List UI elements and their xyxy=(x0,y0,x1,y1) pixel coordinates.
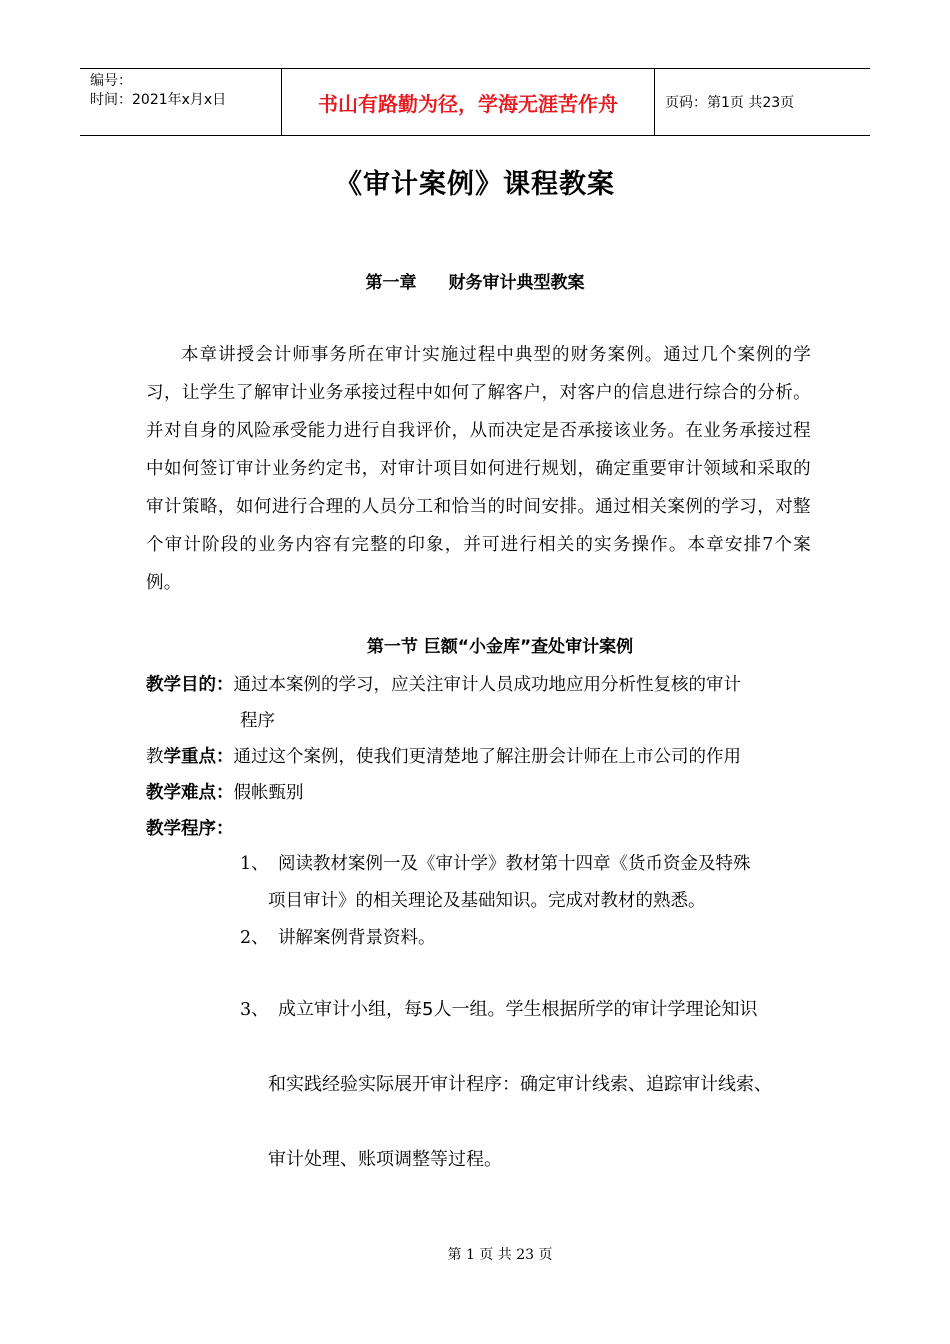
page-footer: 第 1 页 共 23 页 xyxy=(447,1247,553,1263)
teaching-procedure-row xyxy=(146,811,234,847)
document-title: 《审计案例》课程教案 xyxy=(335,169,615,200)
teaching-focus-text: 通过这个案例，使我们更清楚地了解注册会计师在上市公司的作用 xyxy=(233,747,741,767)
step-text: 讲解案例背景资料。 xyxy=(278,928,436,948)
number-label: 编号： xyxy=(90,73,132,89)
step-number: 1、 xyxy=(240,854,269,874)
teaching-purpose-label: 教学目的： xyxy=(146,675,234,695)
chapter-name: 财务审计典型教案 xyxy=(448,273,585,293)
teaching-difficulty-label: 教学难点： xyxy=(146,783,234,803)
header-meta-cell xyxy=(80,69,282,135)
teaching-focus-row xyxy=(146,739,741,775)
step-text: 阅读教材案例一及《审计学》教材第十四章《货币资金及特殊 xyxy=(278,854,751,874)
chapter-number: 第一章 xyxy=(365,273,417,293)
step-number: 3、 xyxy=(240,1000,269,1020)
chapter-heading xyxy=(0,268,950,293)
intro-paragraph: 本章讲授会计师事务所在审计实施过程中典型的财务案例。通过几个案例的学习，让学生了解审计业务承接过程中如何了解客户，对客户的信息进行综合的分析。并对自身的风险承受能力进行自我评价，从而决定是否承接该业务。在业务承接过程中如何签订审计业务约定书，对审计项目如何进行规划，确定重要审计领域和采取的审计策略，如何进行合理的人员分工和恰当的时间安排。通过相关案例的学习，对整个审计阶段的业务内容有完整的印象，并可进行相关的实务操作。本章安排7个案例。 xyxy=(146,345,811,593)
teaching-focus-label-first: 教 xyxy=(146,747,164,767)
teaching-procedure-label: 教学程序： xyxy=(146,819,234,839)
procedure-step-3 xyxy=(240,992,757,1028)
header-motto: 书山有路勤为径，学海无涯苦作舟 xyxy=(282,69,655,135)
procedure-step-1-continuation: 项目审计》的相关理论及基础知识。完成对教材的熟悉。 xyxy=(268,891,706,911)
teaching-difficulty-text: 假帐甄别 xyxy=(233,783,304,803)
teaching-purpose-text: 通过本案例的学习，应关注审计人员成功地应用分析性复核的审计 xyxy=(233,675,741,695)
step-number: 2、 xyxy=(240,928,269,948)
teaching-focus-label: 学重点： xyxy=(163,747,234,767)
step-text: 成立审计小组，每5人一组。学生根据所学的审计学理论知识 xyxy=(278,999,758,1020)
document-header xyxy=(80,68,870,136)
section-heading: 第一节 巨额“小金库”查处审计案例 xyxy=(366,637,634,657)
teaching-difficulty-row xyxy=(146,775,304,811)
procedure-step-3-continuation-2: 审计处理、账项调整等过程。 xyxy=(268,1149,502,1170)
teaching-purpose-continuation: 程序 xyxy=(240,711,275,731)
procedure-step-1 xyxy=(240,846,751,882)
time-label: 时间：2021年x月x日 xyxy=(90,92,227,108)
teaching-purpose-row xyxy=(146,667,741,703)
header-page-code: 页码：第1页 共23页 xyxy=(665,95,795,111)
procedure-step-3-continuation-1: 和实践经验实际展开审计程序：确定审计线索、追踪审计线索、 xyxy=(268,1074,772,1095)
procedure-step-2 xyxy=(240,920,436,956)
